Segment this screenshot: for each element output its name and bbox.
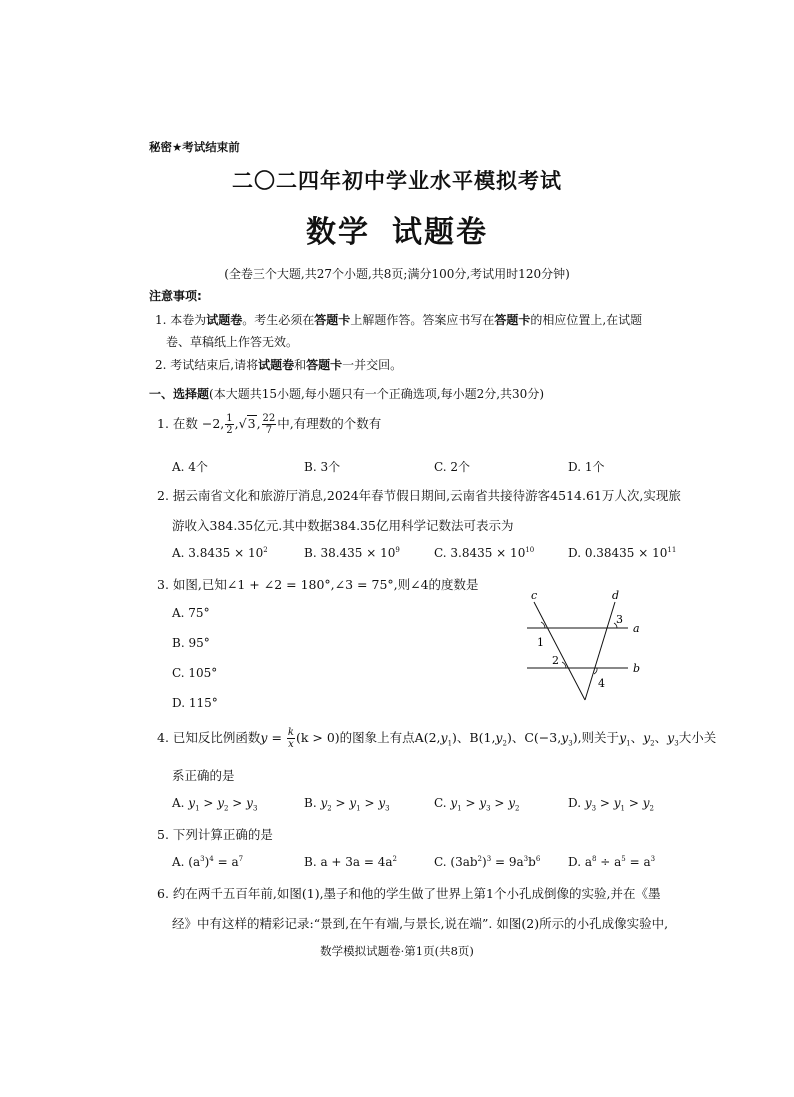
confidential-label: 秘密★考试结束前 [149, 140, 240, 154]
q4-option-c: C. $y_1 > y_3 > y_2$ [434, 796, 520, 813]
q5-option-b: B. $a + 3a = 4a^2$ [304, 855, 398, 869]
notice-item-2: 2. 考试结束后,请将试题卷和答题卡一并交回。 [155, 358, 403, 372]
q2-option-d: D. $0.38435 \times 10^{11}$ [568, 546, 677, 560]
label-c: c [531, 589, 538, 602]
q4-option-b: B. $y_2 > y_1 > y_3$ [304, 796, 390, 813]
q1-option-c: C. 2个 [434, 460, 471, 474]
q5-option-c: C. $(3ab^2)^3 = 9a^3b^6$ [434, 855, 541, 869]
question-1: 1. 在数 −2, $\frac{1}{2}$ ,√3, $\frac{22}{7}$ 中,有理数的个数有 [157, 413, 382, 436]
paper-title [0, 207, 794, 251]
label-d: d [612, 589, 620, 602]
q1-option-a: A. 4个 [172, 460, 208, 474]
question-5: 5. 下列计算正确的是 [157, 827, 273, 842]
q2-option-a: A. $3.8435 \times 10^2$ [172, 546, 268, 560]
label-1: 1 [537, 636, 544, 649]
section-heading: 一、选择题(本大题共15小题,每小题只有一个正确选项,每小题2分,共30分) [149, 387, 544, 401]
paper-type: 试题卷 [392, 215, 488, 250]
q5-option-a: A. $(a^3)^4 = a^7$ [172, 855, 244, 869]
q1-option-b: B. 3个 [304, 460, 341, 474]
fraction-half: $\frac{1}{2}$ [226, 413, 233, 436]
q3-option-d: D. 115° [172, 696, 218, 710]
exam-title: 二〇二四年初中学业水平模拟考试 [232, 168, 562, 193]
notice-item-1: 1. 本卷为试题卷。考生必须在答题卡上解题作答。答案应书写在答题卡的相应位置上,在试题 [155, 313, 643, 327]
question-3: 3. 如图,已知∠1 + ∠2 = 180°,∠3 = 75°,则∠4的度数是 [157, 577, 479, 592]
notice-heading: 注意事项: [149, 289, 202, 303]
notice-item-1-cont: 卷、草稿纸上作答无效。 [166, 335, 299, 349]
question-6-line1: 6. 约在两千五百年前,如图(1),墨子和他的学生做了世界上第1个小孔成倒像的实验,并在《墨 [157, 886, 661, 901]
q2-option-b: B. $38.435 \times 10^9$ [304, 546, 400, 560]
page-footer: 数学模拟试题卷·第1页(共8页) [320, 944, 474, 958]
label-3: 3 [616, 613, 623, 626]
question-4-line1: 4. 已知反比例函数y = $\frac{k}{x}$ (k > 0)的图象上有点$A(2,y_1)$、$B(1,y_2)$、$C(-3,y_3)$,则关于$y_1$、$y_2$、$y_3$大小关 [157, 727, 717, 750]
label-b: b [633, 662, 641, 675]
q5-option-d: D. $a^8 \div a^5 = a^3$ [568, 855, 656, 869]
q1-option-d: D. 1个 [568, 460, 605, 474]
exam-info: (全卷三个大题,共27个小题,共8页;满分100分,考试用时120分钟) [224, 267, 570, 281]
q3-option-b: B. 95° [172, 636, 210, 650]
question-2-line2: 游收入384.35亿元.其中数据384.35亿用科学记数法可表示为 [172, 518, 514, 533]
question-4-line2: 系正确的是 [172, 768, 235, 783]
q3-option-a: A. 75° [172, 606, 210, 620]
question-2-line1: 2. 据云南省文化和旅游厅消息,2024年春节假日期间,云南省共接待游客4514.61万人次,实现旅 [157, 488, 681, 503]
fraction-k-x: $\frac{k}{x}$ [287, 727, 294, 750]
label-a: a [633, 622, 640, 635]
q3-figure [500, 588, 660, 708]
subject-name: 数学 [306, 215, 370, 250]
label-4: 4 [598, 677, 605, 690]
q4-option-a: A. $y_1 > y_2 > y_3$ [172, 796, 258, 813]
label-2: 2 [552, 654, 559, 667]
q2-option-c: C. $3.8435 \times 10^{10}$ [434, 546, 535, 560]
line-c [534, 602, 585, 700]
q3-option-c: C. 105° [172, 666, 218, 680]
fraction-22-7: $\frac{22}{7}$ [262, 413, 276, 436]
question-6-line2: 经》中有这样的精彩记录:“景到,在午有端,与景长,说在端”. 如图(2)所示的小孔成像实验中, [172, 916, 669, 931]
q4-option-d: D. $y_3 > y_1 > y_2$ [568, 796, 654, 813]
